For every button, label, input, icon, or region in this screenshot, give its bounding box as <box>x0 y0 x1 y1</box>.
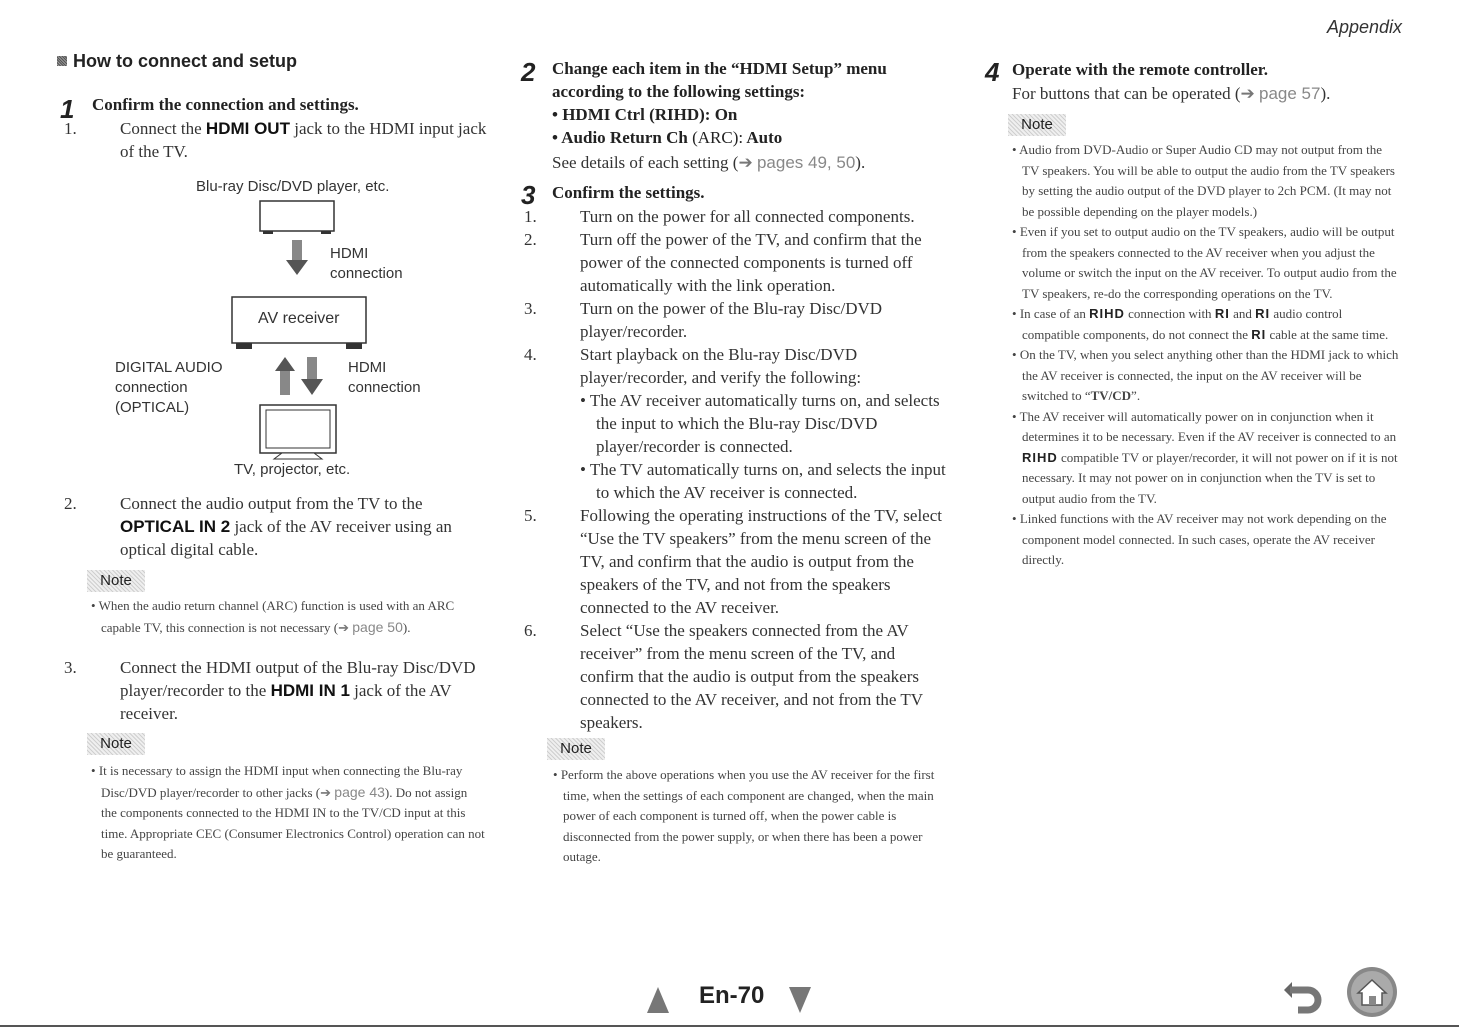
step-4-title: Operate with the remote controller. <box>1012 60 1269 79</box>
hdmi-top-label: HDMI connection <box>330 245 403 282</box>
step-1-title: Confirm the connection and settings. <box>92 95 359 114</box>
optical-arrow-up-icon <box>275 357 295 395</box>
note-badge-4: Note <box>1008 114 1066 136</box>
note-4-item: • Linked functions with the AV receiver may not work depending on the component model connected. In such cases, operate the AV receiver directly. <box>1012 511 1387 567</box>
setting-hdmi-ctrl: • HDMI Ctrl (RIHD): On <box>552 105 738 124</box>
tv-icon <box>260 405 336 459</box>
section-title: How to connect and setup <box>57 51 297 72</box>
diagram-graphic <box>110 195 430 470</box>
step-3-bullet: • The TV automatically turns on, and selects the input to which the AV receiver is connected. <box>580 460 946 502</box>
note-3-text: • Perform the above operations when you use the AV receiver for the first time, when the settings of each component are changed, when the main power of each component is turned off, when the power cable is disconnected from the power supply, or when there has been a power outage. <box>553 767 935 864</box>
note-4-list <box>1012 140 1402 571</box>
step-3-bullet: • The AV receiver automatically turns on, and selects the input to which the Blu-ray Disc/DVD player/recorder is connected. <box>580 391 940 456</box>
note-1-text: • When the audio return channel (ARC) function is used with an ARC capable TV, this connection is not necessary (➔ page 50). <box>91 598 455 635</box>
step-3-item: 3. Turn on the power of the Blu-ray Disc/DVD player/recorder. <box>524 299 883 341</box>
step-1-item-3: 3. Connect the HDMI output of the Blu-ray Disc/DVD player/recorder to the HDMI IN 1 jack of the AV receiver. <box>64 658 476 723</box>
note-4-item: • In case of an RIHD connection with RI and RI audio control compatible components, do not connect the RI cable at the same time. <box>1012 306 1389 342</box>
ri-logo: RI <box>1251 326 1267 342</box>
page-number: En-70 <box>699 982 765 1009</box>
step-3-item: 6. Select “Use the speakers connected from the AV receiver” from the menu screen of the TV, and confirm that the audio is output from the speakers connected to the AV receiver, and not from the TV speakers. <box>524 621 923 732</box>
source-device-label: Blu-ray Disc/DVD player, etc. <box>196 178 390 195</box>
tv-label: TV, projector, etc. <box>234 461 351 478</box>
bottom-rule <box>0 1025 1459 1027</box>
hdmi-bottom-label: HDMI connection <box>348 359 421 396</box>
rihd-logo: RIHD <box>1022 449 1058 465</box>
step-3-item: 5. Following the operating instructions of the TV, select “Use the TV speakers” from the menu screen of the TV, and confirm that the audio is output from the speakers of the TV, and not from the speakers connected to the AV receiver. <box>524 506 942 617</box>
step-3-item: 4. Start playback on the Blu-ray Disc/DVD player/recorder, and verify the following: <box>524 345 862 387</box>
note-4-item: • On the TV, when you select anything other than the HDMI jack to which the AV receiver is connected, the input on the AV receiver will be switched to “TV/CD”. <box>1012 347 1399 403</box>
step-1-item-1: 1. Connect the HDMI OUT jack to the HDMI input jack of the TV. <box>64 119 487 161</box>
note-4-item: • The AV receiver will automatically power on in conjunction when it determines it to be necessary. Even if the AV receiver is connected to an RIHD compatible TV or player/recorder, it will not power on if it is not necessary. It may not power on in conjunction when the TV is set to output audio from the TV. <box>1012 408 1398 506</box>
arrow-right-icon: ➔ <box>1240 84 1255 103</box>
step-4-subtitle: For buttons that can be operated (➔ page 57). <box>1012 84 1331 103</box>
player-icon <box>260 201 334 234</box>
note-4-item: • Even if you set to output audio on the TV speakers, audio will be output from the speakers connected to the AV receiver when you adjust the volume or switch the input on the AV receiver. To output audio from the TV speakers, re-do the corresponding operations on the TV. <box>1012 224 1397 301</box>
step-2-title: Change each item in the “HDMI Setup” menu according to the following settings: • HDMI Ctrl (RIHD): On • Audio Return Ch (ARC): Auto <box>552 57 947 149</box>
step-3-title: Confirm the settings. <box>552 183 705 202</box>
step-3-item: 2. Turn off the power of the TV, and confirm that the power of the connected components is turned off automatically with the link operation. <box>524 230 922 295</box>
square-bullet-icon <box>57 56 67 66</box>
step-2-see-details: See details of each setting (➔ pages 49, 50). <box>552 153 866 172</box>
note-4-item: • Audio from DVD-Audio or Super Audio CD may not output from the TV speakers. You will be able to output the audio from the TV speakers by setting the audio output of the DVD player to 2ch PCM. (It may not be possible depending on the player models.) <box>1012 142 1395 219</box>
note-badge: Note <box>87 570 145 592</box>
arrow-right-icon: ➔ <box>738 153 753 172</box>
section-label: Appendix <box>1326 17 1402 37</box>
step-3-item: 1. Turn on the power for all connected components. <box>524 207 915 226</box>
step-1-item-2: 2. Connect the audio output from the TV to the OPTICAL IN 2 jack of the AV receiver using an optical digital cable. <box>64 494 452 559</box>
hdmi-arrow-down-icon <box>286 240 308 275</box>
step-3-number: 3 <box>521 180 536 210</box>
note-badge-3: Note <box>547 738 605 760</box>
back-icon[interactable] <box>1280 970 1330 1014</box>
av-receiver-label: AV receiver <box>258 310 340 327</box>
rihd-logo: RIHD <box>1089 306 1125 321</box>
step-2-number: 2 <box>521 57 536 87</box>
hdmi-arrow-down-icon-2 <box>301 357 323 395</box>
home-icon[interactable] <box>1344 965 1400 1019</box>
step-4-number: 4 <box>985 57 1000 87</box>
note-2-text: • It is necessary to assign the HDMI input when connecting the Blu-ray Disc/DVD player/recorder to other jacks (➔ page 43). Do not assign the components connected to the HDMI IN to the TV/CD input at this time. Appropriate CEC (Consumer Electronics Control) operation can not be guaranteed. <box>91 763 485 861</box>
prev-page-icon[interactable] <box>646 985 670 1015</box>
ri-logo: RI <box>1214 306 1230 321</box>
setting-audio-return: • Audio Return Ch (ARC): Auto <box>552 128 783 147</box>
next-page-icon[interactable] <box>788 985 812 1015</box>
digital-audio-label: DIGITAL AUDIO connection (OPTICAL) <box>115 359 223 416</box>
arrow-right-icon: ➔ <box>320 784 332 800</box>
step-1-number: 1 <box>60 94 75 124</box>
note-badge-2: Note <box>87 733 145 755</box>
ri-logo: RI <box>1255 306 1271 321</box>
step-3-list <box>524 205 947 734</box>
arrow-right-icon: ➔ <box>338 619 349 635</box>
